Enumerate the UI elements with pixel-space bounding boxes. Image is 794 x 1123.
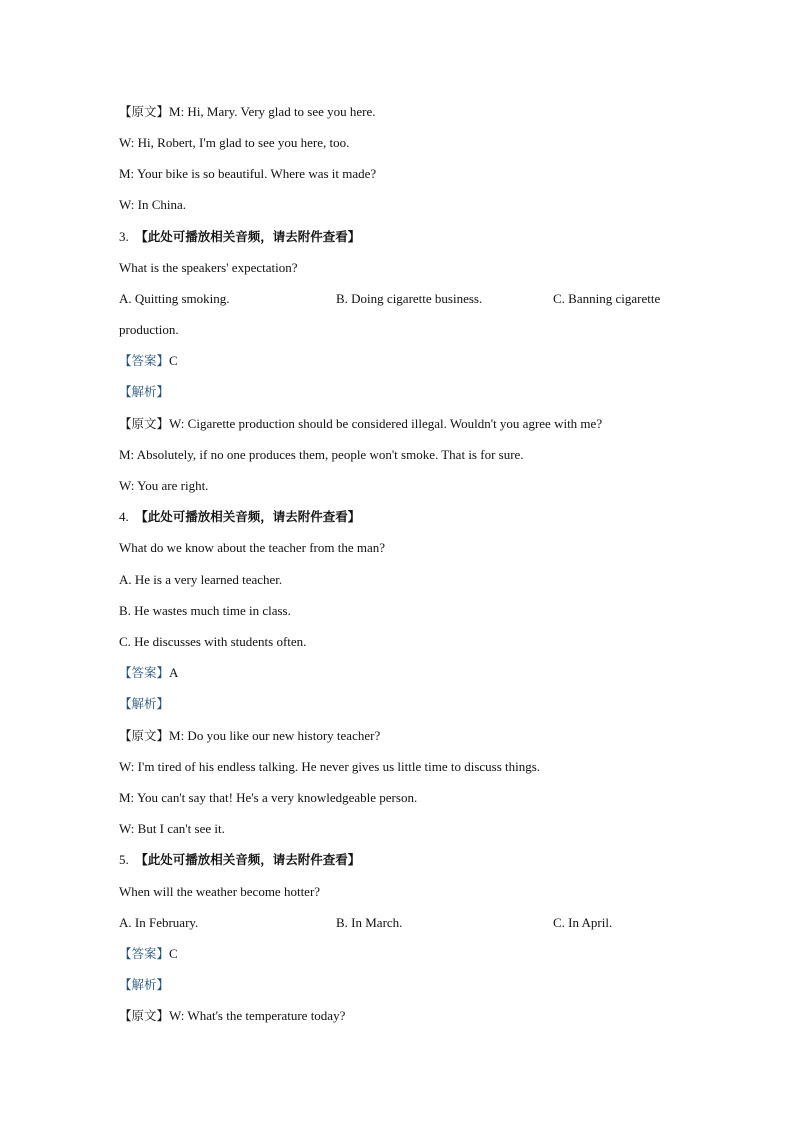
original-label: 【原文】 [119, 104, 170, 119]
option-c: C. He discusses with students often. [119, 634, 307, 649]
transcript-line: W: I'm tired of his endless talking. He never gives us little time to discuss things. [119, 759, 541, 774]
original-label: 【原文】 [119, 416, 170, 431]
option-c-continued: production. [119, 322, 179, 337]
transcript-text: M: Hi, Mary. Very glad to see you here. [169, 104, 376, 119]
question-text: When will the weather become hotter? [119, 884, 321, 899]
option-c: C. Banning cigarette [553, 291, 661, 306]
transcript-line [119, 416, 602, 432]
transcript-text: W: What's the temperature today? [169, 1008, 346, 1023]
transcript-line: M: Your bike is so beautiful. Where was it made? [119, 166, 377, 181]
answer-value: A [169, 665, 179, 680]
answer-line [119, 665, 178, 681]
transcript-line: W: In China. [119, 197, 187, 212]
transcript-text: M: Do you like our new history teacher? [169, 728, 381, 743]
question-header-4 [119, 509, 360, 525]
answer-value: C [169, 946, 178, 961]
analysis-label: 【解析】 [119, 384, 170, 399]
option-c: C. In April. [553, 915, 613, 930]
transcript-line: W: Hi, Robert, I'm glad to see you here, too. [119, 135, 350, 150]
question-header-3 [119, 229, 360, 245]
original-label: 【原文】 [119, 1008, 170, 1023]
audio-note: 【此处可播放相关音频，请去附件查看】 [135, 509, 361, 524]
analysis-label: 【解析】 [119, 977, 170, 992]
transcript-line [119, 728, 380, 744]
original-label: 【原文】 [119, 728, 170, 743]
transcript-line: M: You can't say that! He's a very knowledgeable person. [119, 790, 418, 805]
option-b: B. Doing cigarette business. [336, 291, 483, 306]
transcript-line [119, 104, 376, 120]
option-b: B. He wastes much time in class. [119, 603, 291, 618]
question-number: 5. [119, 852, 129, 867]
analysis-line [119, 384, 169, 400]
option-a: A. Quitting smoking. [119, 291, 230, 306]
answer-label: 【答案】 [119, 946, 170, 961]
option-a: A. In February. [119, 915, 199, 930]
option-a: A. He is a very learned teacher. [119, 572, 283, 587]
answer-line [119, 353, 178, 369]
answer-label: 【答案】 [119, 353, 170, 368]
question-header-5 [119, 852, 360, 868]
audio-note: 【此处可播放相关音频，请去附件查看】 [135, 229, 361, 244]
analysis-line [119, 977, 169, 993]
transcript-line [119, 1008, 345, 1024]
analysis-label: 【解析】 [119, 696, 170, 711]
transcript-line: W: But I can't see it. [119, 821, 225, 836]
transcript-line: W: You are right. [119, 478, 209, 493]
analysis-line [119, 696, 169, 712]
answer-label: 【答案】 [119, 665, 170, 680]
transcript-text: W: Cigarette production should be considered illegal. Wouldn't you agree with me? [169, 416, 603, 431]
answer-line [119, 946, 178, 962]
answer-value: C [169, 353, 178, 368]
option-b: B. In March. [336, 915, 403, 930]
audio-note: 【此处可播放相关音频，请去附件查看】 [135, 852, 361, 867]
question-text: What do we know about the teacher from the man? [119, 540, 386, 555]
question-number: 4. [119, 509, 129, 524]
question-number: 3. [119, 229, 129, 244]
transcript-line: M: Absolutely, if no one produces them, people won't smoke. That is for sure. [119, 447, 524, 462]
question-text: What is the speakers' expectation? [119, 260, 298, 275]
